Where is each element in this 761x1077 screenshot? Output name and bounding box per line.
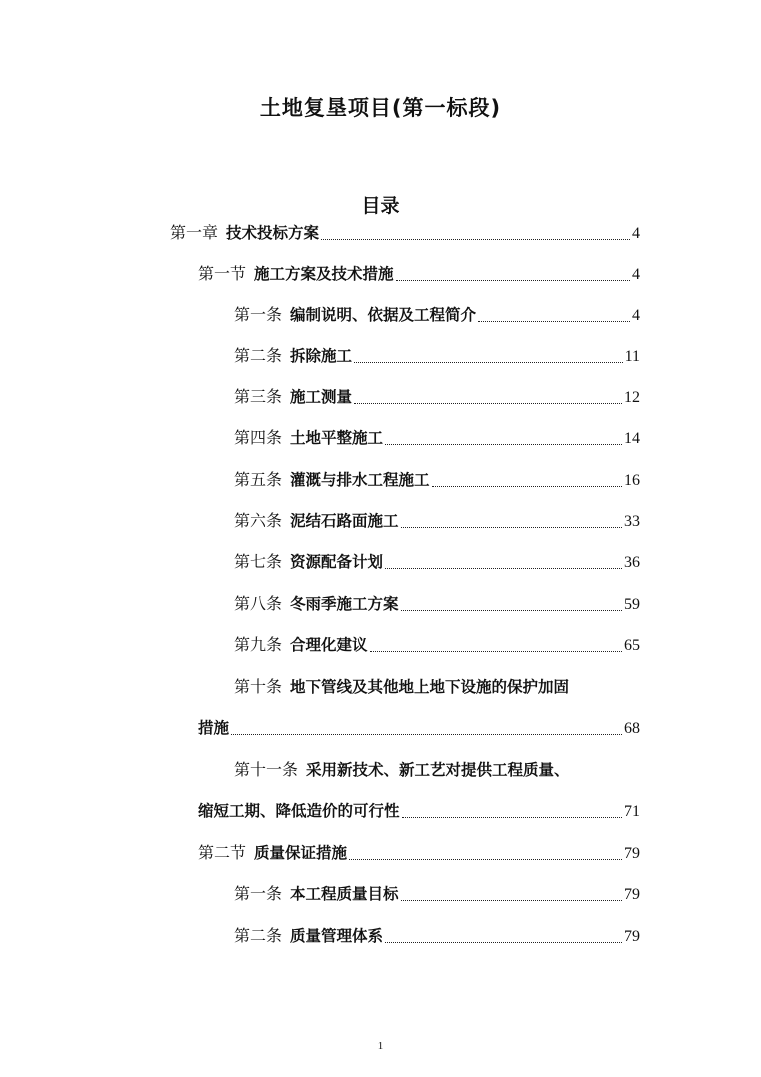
toc-entry-number: 第一节 — [198, 264, 247, 283]
toc-entry-page: 65 — [624, 637, 640, 654]
toc-entry-title: 质量保证措施 — [254, 844, 348, 862]
toc-entry-number: 第一章 — [170, 223, 219, 242]
toc-leader-dots — [401, 900, 622, 901]
toc-entry-title: 编制说明、依据及工程简介 — [290, 306, 477, 324]
toc-heading: 目录 — [361, 195, 400, 217]
toc-entry-number: 第十条 — [234, 677, 283, 696]
toc-entry-article-7[interactable] — [234, 551, 640, 574]
toc-entry-section-2-article-2[interactable] — [234, 925, 640, 948]
toc-entry-number: 第四条 — [234, 428, 283, 447]
toc-entry-page: 79 — [624, 845, 640, 862]
toc-entry-section-2[interactable] — [198, 842, 640, 865]
toc-entry-page: 4 — [632, 225, 640, 242]
toc-entry-number: 第六条 — [234, 511, 283, 530]
toc-entry-page: 68 — [624, 720, 640, 737]
toc-entry-number: 第二节 — [198, 843, 247, 862]
toc-leader-dots — [354, 403, 622, 404]
toc-entry-title: 资源配备计划 — [290, 553, 384, 571]
toc-entry-page: 33 — [624, 513, 640, 530]
toc-entry-page: 14 — [624, 430, 640, 447]
toc-entry-page: 79 — [624, 886, 640, 903]
toc-leader-dots — [370, 651, 622, 652]
toc-leader-dots — [321, 239, 630, 240]
toc-entry-number: 第八条 — [234, 594, 283, 613]
toc-entry-number: 第九条 — [234, 635, 283, 654]
toc-entry-title-continued: 措施 — [198, 719, 230, 737]
toc-entry-article-4[interactable] — [234, 427, 640, 450]
toc-entry-title: 质量管理体系 — [290, 927, 384, 945]
toc-entry-chapter-1[interactable] — [170, 222, 640, 245]
toc-entry-title: 技术投标方案 — [226, 224, 320, 242]
toc-leader-dots — [396, 280, 630, 281]
toc-leader-dots — [231, 734, 622, 735]
toc-entry-title: 地下管线及其他地上地下设施的保护加固 — [290, 678, 570, 696]
toc-entry-article-5[interactable] — [234, 469, 640, 492]
toc-entry-number: 第二条 — [234, 926, 283, 945]
toc-entry-number: 第五条 — [234, 470, 283, 489]
document-title: 土地复垦项目(第一标段) — [259, 96, 502, 120]
toc-entry-article-6[interactable] — [234, 510, 640, 533]
toc-entry-title-continued: 缩短工期、降低造价的可行性 — [198, 802, 400, 820]
toc-entry-page: 79 — [624, 928, 640, 945]
toc-entry-number: 第一条 — [234, 305, 283, 324]
toc-leader-dots — [432, 486, 622, 487]
toc-entry-number: 第二条 — [234, 346, 283, 365]
toc-entry-page: 11 — [624, 348, 640, 365]
toc-entry-title: 土地平整施工 — [290, 429, 384, 447]
toc-leader-dots — [385, 568, 622, 569]
toc-entry-article-2[interactable] — [234, 345, 640, 368]
toc-entry-article-9[interactable] — [234, 634, 640, 657]
toc-leader-dots — [401, 527, 622, 528]
toc-leader-dots — [385, 942, 622, 943]
toc-leader-dots — [478, 321, 630, 322]
toc-entry-section-1[interactable] — [198, 263, 640, 286]
toc-entry-number: 第七条 — [234, 552, 283, 571]
toc-entry-number: 第三条 — [234, 387, 283, 406]
toc-entry-page: 16 — [624, 472, 640, 489]
toc-entry-title: 灌溉与排水工程施工 — [290, 471, 430, 489]
toc-entry-title: 拆除施工 — [290, 347, 353, 365]
toc-entry-number: 第一条 — [234, 884, 283, 903]
toc-entry-title: 本工程质量目标 — [290, 885, 399, 903]
toc-entry-section-2-article-1[interactable] — [234, 883, 640, 906]
toc-entry-article-8[interactable] — [234, 593, 640, 616]
toc-leader-dots — [401, 610, 622, 611]
toc-entry-article-11-line2[interactable] — [198, 800, 640, 823]
toc-leader-dots — [349, 859, 622, 860]
toc-entry-title: 施工方案及技术措施 — [254, 265, 394, 283]
toc-entry-article-3[interactable] — [234, 386, 640, 409]
toc-entry-article-1[interactable] — [234, 304, 640, 327]
toc-entry-page: 12 — [624, 389, 640, 406]
toc-entry-number: 第十一条 — [234, 760, 299, 779]
toc-entry-article-10-line1[interactable] — [234, 676, 569, 698]
toc-entry-page: 71 — [624, 803, 640, 820]
toc-leader-dots — [354, 362, 623, 363]
toc-entry-title: 合理化建议 — [290, 636, 368, 654]
page-number: 1 — [377, 1040, 384, 1052]
toc-entry-article-10-line2[interactable] — [198, 717, 640, 740]
toc-entry-page: 4 — [632, 266, 640, 283]
toc-entry-page: 36 — [624, 554, 640, 571]
toc-entry-article-11-line1[interactable] — [234, 759, 570, 781]
toc-entry-title: 泥结石路面施工 — [290, 512, 399, 530]
toc-entry-title: 采用新技术、新工艺对提供工程质量、 — [306, 761, 570, 779]
toc-entry-page: 59 — [624, 596, 640, 613]
toc-leader-dots — [402, 817, 622, 818]
toc-entry-title: 冬雨季施工方案 — [290, 595, 399, 613]
toc-entry-title: 施工测量 — [290, 388, 353, 406]
toc-leader-dots — [385, 444, 622, 445]
toc-entry-page: 4 — [632, 307, 640, 324]
